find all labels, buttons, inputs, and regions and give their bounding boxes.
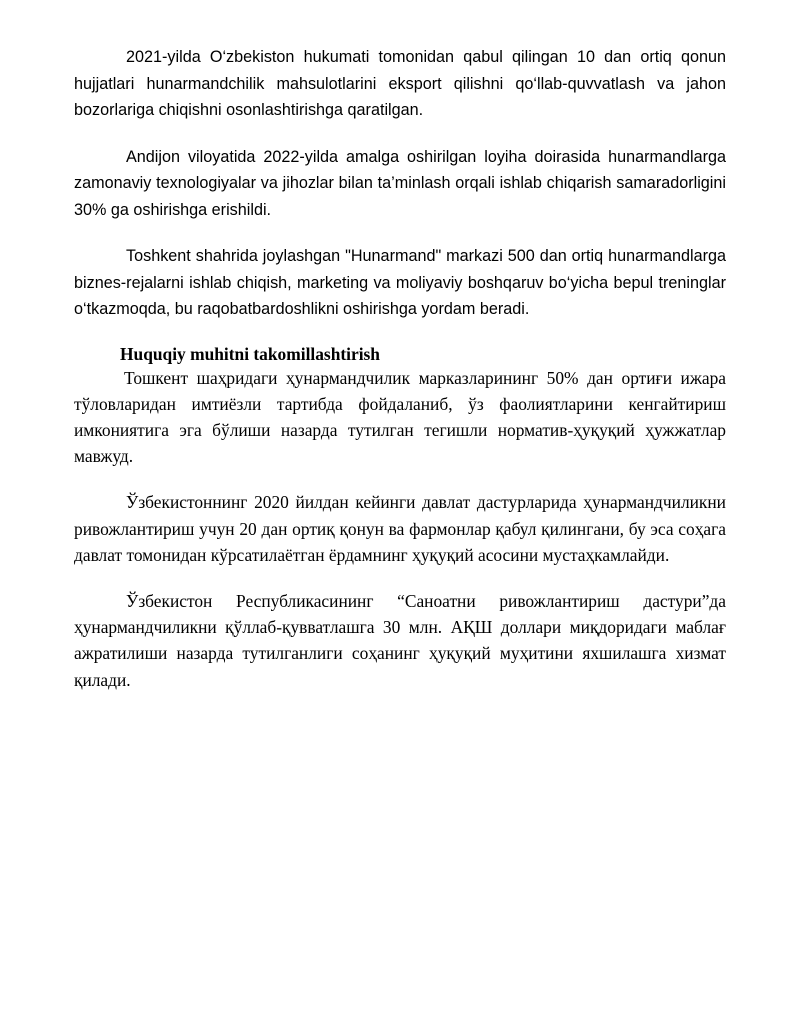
paragraph-export-laws: 2021-yilda O‘zbekiston hukumati tomonidan qabul qilingan 10 dan ortiq qonun hujjatlari hunarmandchilik mahsulotlarini eksport qilishni qo‘llab-quvvatlash va jahon bozorlariga chiqishni osonlashtirishga qaratilgan.: [74, 48, 726, 119]
paragraph-andijon-project: Andijon viloyatida 2022-yilda amalga oshirilgan loyiha doirasida hunarmandlarga zamonaviy texnologiyalar va jihozlar bilan ta’minlash orqali ishlab chiqarish samaradorligini 30% ga oshirishga erishildi.: [74, 147, 726, 219]
document-page: [74, 44, 726, 693]
paragraph-rent-benefits: Тошкент шаҳридаги ҳунармандчилик марказларининг 50% дан ортиғи ижара тўловларидан имтиёзли тартибда фойдаланиб, ўз фаолиятларини кенгайтириш имкониятига эга бўлиши назарда тутилган тегишли норматив-ҳуқуқий ҳужжатлар мавжуд.: [74, 367, 726, 467]
paragraph-state-programs: Ўзбекистоннинг 2020 йилдан кейинги давлат дастурларида ҳунармандчиликни ривожлантириш учун 20 дан ортиқ қонун ва фармонлар қабул қилингани, бу эса соҳага давлат томонидан кўрсатилаётган ёрдамнинг ҳуқуқий асосини мустаҳкамлайди.: [74, 492, 726, 565]
paragraph-industry-program: Ўзбекистон Республикасининг “Саноатни ривожлантириш дастури”да ҳунармандчиликни қўллаб-қувватлашга 30 млн. АҚШ доллари миқдоридаги маблағ ажратилиши назарда тутилганлиги соҳанинг ҳуқуқий муҳитини яхшилашга хизмат қилади.: [74, 590, 726, 690]
section-heading: Huquqiy muhitni takomillashtirish: [120, 343, 380, 364]
paragraph-hunarmand-center: Toshkent shahrida joylashgan "Hunarmand" markazi 500 dan ortiq hunarmandlarga biznes-rejalarni ishlab chiqish, marketing va moliyaviy boshqaruv bo‘yicha bepul treninglar o‘tkazmoqda, bu raqobatbardoshlikni oshirishga yordam beradi.: [74, 247, 726, 318]
